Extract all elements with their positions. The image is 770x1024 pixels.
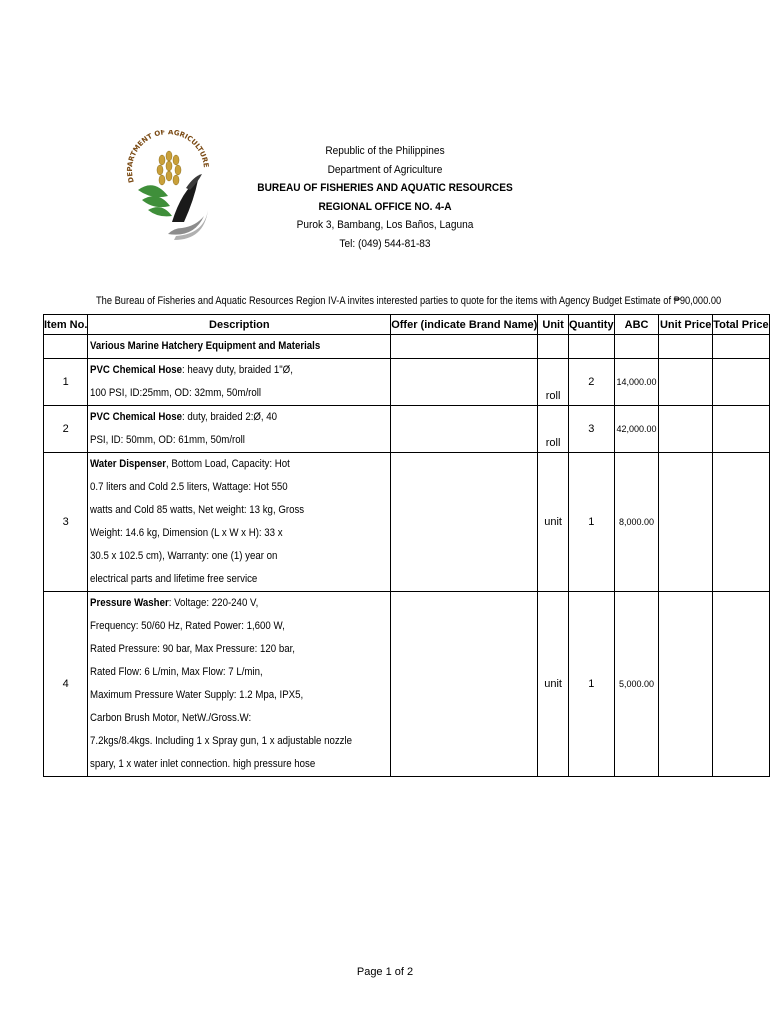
- item-description: Water Dispenser, Bottom Load, Capacity: Hot 0.7 liters and Cold 2.5 liters, Wattage: Hot 550 watts and Cold 85 watts, Net weight: 13 kg, Gross Weight: 14.6 kg, Dimension (L x W x H): 33 x 30.5 x 102.5 cm), Warranty: one (1) year on electrical parts and lifetime free service: [88, 453, 391, 592]
- abc: 14,000.00: [614, 359, 659, 406]
- unit: unit: [538, 453, 569, 592]
- unit: unit: [538, 592, 569, 777]
- item-no: 4: [44, 592, 88, 777]
- unit-price-cell[interactable]: [659, 453, 712, 592]
- col-header-quantity: Quantity: [568, 315, 614, 335]
- item-no: 3: [44, 453, 88, 592]
- unit-price-cell[interactable]: [659, 592, 712, 777]
- address: Purok 3, Bambang, Los Baños, Laguna: [296, 219, 474, 232]
- total-price-cell[interactable]: [712, 359, 769, 406]
- item-description: PVC Chemical Hose: duty, braided 2:Ø, 40 PSI, ID: 50mm, OD: 61mm, 50m/roll: [88, 406, 391, 453]
- offer-cell[interactable]: [391, 453, 538, 592]
- quantity: 1: [568, 453, 614, 592]
- offer-cell[interactable]: [391, 359, 538, 406]
- col-header-description: Description: [88, 315, 391, 335]
- table-row: [44, 592, 770, 777]
- logo-ring-text: DEPARTMENT OF AGRICULTURE: [125, 130, 210, 184]
- table-header-row: [44, 315, 770, 335]
- bureau-name: BUREAU OF FISHERIES AND AQUATIC RESOURCES: [257, 182, 513, 195]
- letterhead: [230, 142, 540, 254]
- section-title: Various Marine Hatchery Equipment and Materials: [90, 340, 321, 352]
- col-header-total-price: Total Price: [712, 315, 769, 335]
- col-header-abc: ABC: [614, 315, 659, 335]
- col-header-item-no: Item No.: [44, 315, 88, 335]
- offer-cell[interactable]: [391, 592, 538, 777]
- quotation-table: [43, 314, 770, 777]
- quantity: 1: [568, 592, 614, 777]
- unit-price-cell[interactable]: [659, 406, 712, 453]
- unit: roll: [538, 359, 569, 406]
- total-price-cell[interactable]: [712, 592, 769, 777]
- col-header-unit: Unit: [538, 315, 569, 335]
- telephone: Tel: (049) 544-81-83: [339, 237, 431, 250]
- col-header-unit-price: Unit Price: [659, 315, 712, 335]
- item-description: Pressure Washer: Voltage: 220-240 V, Frequency: 50/60 Hz, Rated Power: 1,600 W, Rated Pressure: 90 bar, Max Pressure: 120 bar, Rated Flow: 6 L/min, Max Flow: 7 L/min, Maximum Pressure Water Supply: 1.2 Mpa, IPX5, Carbon Brush Motor, NetW./Gross.W: 7.2kgs/8.4kgs. Including 1 x Spray gun, 1 x adjustable nozzle spary, 1 x water inlet connection. high pressure hose: [88, 592, 391, 777]
- col-header-offer: Offer (indicate Brand Name): [391, 315, 538, 335]
- table-row: [44, 453, 770, 592]
- section-row: [44, 335, 770, 359]
- quantity: 2: [568, 359, 614, 406]
- table-row: [44, 406, 770, 453]
- office-name: REGIONAL OFFICE NO. 4-A: [318, 200, 452, 213]
- total-price-cell[interactable]: [712, 406, 769, 453]
- abc: 42,000.00: [614, 406, 659, 453]
- unit: roll: [538, 406, 569, 453]
- table-row: [44, 359, 770, 406]
- invitation-text: The Bureau of Fisheries and Aquatic Resources Region IV-A invites interested parties to quote for the items with Agency Budget Estimate of ₱90,000.00: [96, 295, 722, 307]
- item-description: PVC Chemical Hose: heavy duty, braided 1"Ø, 100 PSI, ID:25mm, OD: 32mm, 50m/roll: [88, 359, 391, 406]
- page-number: Page 1 of 2: [356, 966, 414, 978]
- abc: 5,000.00: [614, 592, 659, 777]
- country-name: Republic of the Philippines: [325, 145, 445, 157]
- department-name: Department of Agriculture: [327, 163, 443, 176]
- total-price-cell[interactable]: [712, 453, 769, 592]
- item-no: 2: [44, 406, 88, 453]
- offer-cell[interactable]: [391, 406, 538, 453]
- quantity: 3: [568, 406, 614, 453]
- department-of-agriculture-logo: [124, 130, 214, 242]
- unit-price-cell[interactable]: [659, 359, 712, 406]
- abc: 8,000.00: [614, 453, 659, 592]
- item-no: 1: [44, 359, 88, 406]
